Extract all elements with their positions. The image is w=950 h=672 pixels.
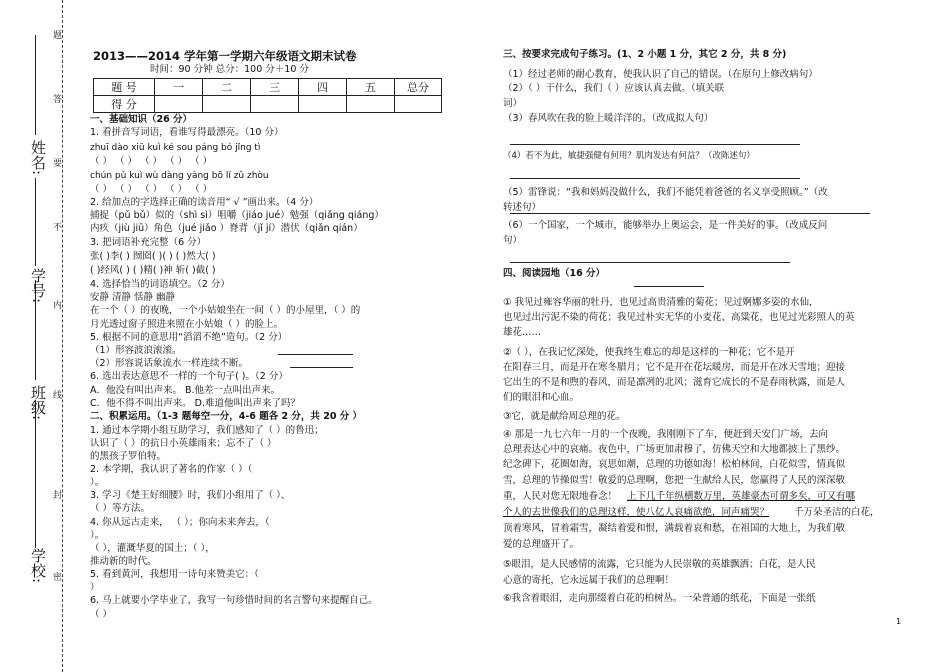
seal-char: 答: [51, 94, 61, 103]
score-cell: 三: [251, 79, 299, 96]
school-label: 学校:: [29, 548, 47, 584]
answer-line[interactable]: [290, 367, 353, 368]
question-line: （ ）等方法。: [90, 503, 151, 514]
question-line: 的黑孩子罗伯特。: [90, 451, 167, 462]
seal-char: 不: [51, 222, 61, 231]
question-line: ）。: [90, 530, 105, 541]
name-line: [35, 35, 36, 135]
word-bank: 安静 清静 恬静 幽静: [90, 292, 176, 303]
reading-line: ⑤眼泪，是人民感情的流露，它只能为人民崇敬的英雄飘洒；白花，是人民: [503, 559, 816, 570]
answer-blanks[interactable]: ( )经风( ) ( )精( )神 斩( )截( ): [90, 265, 216, 276]
question-line: 3. 学习《楚王好细腰》时，我们小组用了（ ）、: [90, 490, 291, 501]
number-line: [35, 178, 36, 266]
question-line: 6. 选出表达意思不一样的一个句子( )。（2 分）: [90, 371, 288, 382]
score-input[interactable]: [395, 96, 442, 113]
choice-line: A．他没有叫出声来。 B.他差一点叫出声来。: [90, 385, 281, 396]
seal-char: 要: [51, 158, 61, 167]
answer-blanks[interactable]: （ ） （ ） （ ） （ ） （ ）: [90, 156, 213, 167]
underlined-sentence: 上下几千年纵横数万里，英雄豪杰可谓多矣，可又有哪: [627, 491, 856, 502]
question-line: （1）形容波浪滚滚。: [90, 345, 182, 356]
seal-char: 密: [51, 572, 61, 581]
answer-line[interactable]: [510, 144, 800, 145]
section-heading: 四、阅读园地（16 分）: [503, 268, 606, 279]
question-line: （ ）: [90, 609, 113, 620]
question-line: ）。: [90, 477, 105, 488]
reading-line: 它出生的不是和煦的春风，而是凛冽的北风；滋育它成长的不是春雨秋露，而是人: [503, 377, 846, 388]
score-table-header-row: [94, 79, 442, 96]
class-label: 班级:: [29, 385, 47, 421]
question-line: ）: [90, 582, 100, 593]
reading-line: 雪，总理的节操似雪！敬爱的总理啊，您把一生献给人民，您赢得了人民的深深敬: [503, 475, 846, 486]
question-line: 2. 本学期，我认识了著名的作家（ ）（: [90, 464, 253, 475]
seal-char: 线: [51, 390, 61, 399]
choice-line: C．他不得不叫出声来。 D.难道他叫出声来了吗？: [90, 398, 300, 409]
section-heading: 一、基础知识（26 分）: [90, 114, 193, 125]
reading-line: 雄花……: [503, 327, 542, 338]
question-line: （2）形容说话象流水一样连续不断。: [90, 358, 249, 369]
score-cell: 一: [155, 79, 203, 96]
score-table-score-row: [94, 96, 442, 113]
question-line: （6）一个国家，一个城市，能够举办上奥运会，是一件美好的事。（改成反问: [503, 220, 828, 231]
reading-line: 们的眼泪和心血。: [503, 392, 580, 403]
question-line: 转述句）: [503, 202, 542, 213]
score-cell: 总分: [395, 79, 442, 96]
reading-line: 心意的寄托，它永远属于我们的总理啊！: [503, 575, 675, 586]
question-line: （3）春风吹在我的脸上暖洋洋的。（改成拟人句）: [503, 113, 714, 124]
question-line: 4. 你从远古走来， （ ）；你向未来奔去，（: [90, 517, 270, 528]
question-line: 内疚（jiù jiū）角色（jué jiǎo ）脊背（jǐ jí）潜伏（qiǎn qián）: [90, 223, 363, 234]
question-line: 月光透过窗子照进来照在小姑娘（ ）的脸上。: [90, 319, 284, 330]
question-line: 3. 把词语补充完整（6 分）: [90, 237, 207, 248]
question-line: 5. 根据不同的意思用“滔滔不绝”造句。（2 分）: [90, 332, 288, 343]
question-line: 句）: [503, 235, 523, 246]
exam-subtitle: 时间：90 分钟 总分：100 分＋10 分: [150, 64, 309, 75]
answer-line[interactable]: [510, 262, 790, 263]
question-line: （5）雷锋说：“我和妈妈没做什么，我们不能凭着爸爸的名义享受照顾。”（改: [503, 187, 828, 198]
section-heading: 三、按要求完成句子练习。(1、2 小题 1 分，其它 2 分，共 8 分): [503, 49, 787, 60]
title-blank-line[interactable]: [634, 286, 704, 287]
seal-char: 封: [51, 490, 61, 499]
score-cell: 题 号: [94, 79, 155, 96]
answer-line[interactable]: [510, 178, 800, 179]
question-line: 认识了（ ）的抗日小英雄雨来；忘不了（ ）: [90, 438, 277, 449]
exam-title: 2013——2014 学年第一学期六年级语文期末试卷: [93, 49, 357, 63]
answer-line[interactable]: [278, 354, 353, 355]
question-line: （2）（ ）干什么，我们（ ）应该认真去做。（填关联: [503, 83, 725, 94]
reading-line: 在阳春三月，而是开在寒冬腊月；它不是开在花坛暖房，而是开在冰天雪地；迎接: [503, 362, 846, 373]
answer-blanks[interactable]: 张( )李( ) 囫囵( )( ) ( )然大( ): [90, 251, 216, 262]
page-number: 1: [896, 617, 902, 626]
answer-line[interactable]: [510, 213, 870, 214]
name-label: 姓名:: [29, 140, 47, 176]
score-table: [93, 78, 442, 113]
underlined-sentence: 个人的去世像我们的总理这样，使八亿人哀痛欲绝，同声痛哭？: [503, 507, 770, 518]
score-input[interactable]: [155, 96, 203, 113]
question-line: 捕捉（pǔ bǔ）似的（shì sì）咀嚼（jiáo jué）勉强（qiǎng qiáng）: [90, 210, 384, 221]
school-line: [35, 400, 36, 548]
answer-blanks[interactable]: （ ） （ ） （ ） （ ） （ ）: [90, 184, 213, 195]
reading-line: 重，人民对您无限地眷念！: [503, 491, 618, 502]
score-cell: 二: [203, 79, 251, 96]
reading-line: ④ 那是一九七六年一月的一个夜晚，我刚刚下了车，便赶到天安门广场，去向: [503, 429, 829, 440]
question-line: 1. 看拼音写词语，看谁写得最漂亮。（10 分）: [90, 127, 284, 138]
question-line: 词）: [503, 98, 523, 109]
score-cell: 五: [347, 79, 395, 96]
pinyin-line: zhuī dào xiū kuì ké sou páng bó jǐng tì: [90, 143, 261, 153]
score-cell: 四: [299, 79, 347, 96]
pinyin-line: chún pǔ kuì wù dàng yàng bō lí zǔ zhòu: [90, 171, 269, 181]
question-line: （4）若不为此，敏捷强健有何用？肌肉发达有何益？（改陈述句）: [503, 151, 755, 161]
question-line: （1）经过老师的耐心教育，使我认识了自己的错误。（在原句上修改病句）: [503, 69, 818, 80]
seal-char: 题: [51, 30, 61, 39]
reading-line: 顶着寒风，冒着霜雪，凝结着爱和恨，满载着哀和愁，在祖国的大地上，为我们敬: [503, 523, 846, 534]
question-line: 6. 马上就要小学毕业了，我写一句珍惜时间的名言警句来提醒自己。: [90, 595, 378, 606]
question-line: 1. 通过本学期小组互助学习，我们感知了（ ）的鲁迅；: [90, 425, 324, 436]
question-line: 在一个（ ）的夜晚，一个小姑娘坐在一间（ ）的小屋里，（ ）的: [90, 305, 361, 316]
reading-line: 总理表达心中的哀痛。夜色中，广场更加肃穆了，仿佛天空和大地都披上了黑纱。: [503, 444, 846, 455]
score-input[interactable]: [347, 96, 395, 113]
question-line: 2. 给加点的字选择正确的读音用“ √ ”画出来。（4 分）: [90, 197, 319, 208]
score-input[interactable]: [203, 96, 251, 113]
question-line: 推动新的时代。: [90, 556, 157, 567]
reading-line: 千万朵圣洁的白花，: [794, 507, 880, 518]
number-label: 学号:: [29, 268, 47, 304]
reading-line: 纪念碑下，花圈如海，哀思如潮，总理的功德如海！松柏林间，白花似雪，情真似: [503, 459, 846, 470]
reading-line: ① 我见过雍容华丽的牡丹，也见过高贵清雅的菊花；见过婀娜多姿的水仙，: [503, 297, 819, 308]
question-line: （ ），灌溉华夏的国土；（ ），: [90, 543, 215, 554]
question-line: 5. 看到黄河，我想用一诗句来赞美它：（: [90, 569, 259, 580]
section-heading: 二、积累运用。（1-3 题每空一分，4-6 题各 2 分，共 20 分 ）: [90, 411, 363, 422]
reading-line: ②（ ），在我记忆深处，使我终生难忘的却是这样的一种花；它不是开: [503, 347, 795, 358]
reading-line: 爱的总理盛开了。: [503, 539, 580, 550]
seal-char: 内: [51, 300, 61, 309]
score-input[interactable]: [299, 96, 347, 113]
question-line: 4. 选择恰当的词语填空。（2 分）: [90, 279, 230, 290]
score-input[interactable]: [251, 96, 299, 113]
reading-line: ⑥我含着眼泪，走向那缀着白花的柏树丛。一朵普通的纸花，下面是一张纸: [503, 593, 816, 604]
reading-line: 也见过出污泥不染的荷花；我见过朴实无华的小麦花、高粱花，也见过光彩照人的英: [503, 312, 855, 323]
reading-line: ③它，就是献给周总理的花。: [503, 411, 626, 422]
score-cell: 得 分: [94, 96, 155, 113]
